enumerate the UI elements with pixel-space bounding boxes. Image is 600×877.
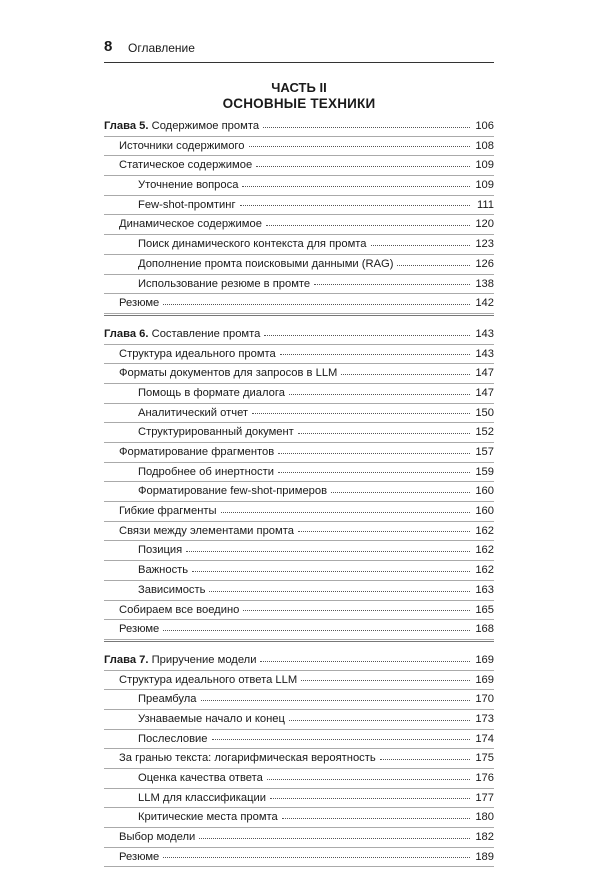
dot-leader [263,126,470,128]
page-ref: 174 [475,732,494,745]
entry-title: Аналитический отчет [138,406,249,419]
page-ref: 160 [475,505,494,518]
chapter-heading[interactable] [104,651,494,671]
page-ref: 109 [475,159,494,172]
toc-entry[interactable] [104,502,494,522]
toc-entry[interactable] [104,848,494,868]
dot-leader [163,629,470,631]
entry-title: Дополнение промта поисковыми данными (RAG) [138,257,394,270]
page-ref: 162 [475,544,494,557]
dot-leader [314,283,470,285]
header-title: Оглавление [128,41,195,55]
dot-leader [380,758,470,760]
page-ref: 176 [475,772,494,784]
toc-entry[interactable] [104,482,494,502]
toc-entry[interactable] [104,156,494,176]
entry-title: Форматы документов для запросов в LLM [119,367,338,380]
page-ref: 157 [475,446,494,458]
toc-entry[interactable] [104,541,494,561]
dot-leader [221,511,470,513]
page-ref: 169 [475,673,494,686]
entry-title: Форматирование few-shot-примеров [138,485,328,498]
dot-leader [266,224,470,226]
entry-title: Позиция [138,544,183,557]
page-ref: 159 [475,465,494,478]
entry-title: Важность [138,564,189,577]
dot-leader [301,679,470,681]
page-ref: 180 [475,811,494,824]
dot-leader [278,452,470,454]
chapter-label: Глава 5. [104,120,149,132]
entry-title: Few-shot-промтинг [138,198,236,211]
page-ref: 162 [475,564,494,577]
toc-entry[interactable] [104,176,494,196]
page-ref: 108 [475,139,494,152]
entry-title: Источники содержимого [119,139,245,152]
toc-entry[interactable] [104,463,494,483]
page-ref: 160 [475,485,494,498]
toc-entry[interactable] [104,196,494,216]
toc-entry[interactable] [104,601,494,621]
dot-leader [163,303,470,305]
dot-leader [199,837,470,839]
toc-entry[interactable] [104,345,494,365]
dot-leader [397,264,470,266]
dot-leader [282,817,470,819]
entry-title: Резюме [119,850,160,863]
page-ref: 170 [475,693,494,706]
chapter-title: Глава 7. Приручение модели [104,653,257,666]
dot-leader [212,738,471,740]
page-ref: 173 [475,712,494,725]
dot-leader [289,393,470,395]
part-title: ОСНОВНЫЕ ТЕХНИКИ [222,96,376,111]
dot-leader [278,471,470,473]
page-ref: 109 [475,179,494,192]
entry-title: Преамбула [138,693,197,706]
toc-entry[interactable] [104,710,494,730]
dot-leader [341,373,470,375]
toc-entry[interactable] [104,384,494,404]
toc-entry[interactable] [104,808,494,828]
toc-entry[interactable] [104,443,494,463]
entry-title: Помощь в формате диалога [138,386,285,399]
dot-leader [192,570,470,572]
toc-entry[interactable] [104,828,494,848]
dot-leader [264,334,470,336]
dot-leader [201,699,470,701]
dot-leader [256,165,470,167]
chapter-title: Глава 5. Содержимое промта [104,120,260,132]
page-ref: 111 [476,198,494,211]
entry-title: Узнаваемые начало и конец [138,712,285,725]
chapter-label: Глава 6. [104,327,149,340]
entry-title: LLM для классификации [138,791,267,804]
page-ref: 163 [475,583,494,596]
chapter-label: Глава 7. [104,653,149,666]
dot-leader [249,145,471,147]
toc-entry[interactable] [104,620,494,640]
toc-entry[interactable] [104,769,494,789]
entry-title: Подробнее об инертности [138,465,274,478]
page-ref: 123 [475,238,494,251]
chapter-block [104,117,494,316]
dot-leader [267,778,470,780]
toc-entry[interactable] [104,235,494,255]
running-header [104,38,494,63]
page-ref: 150 [475,406,494,419]
dot-leader [289,719,470,721]
entry-title: Оценка качества ответа [138,772,263,784]
chapter-heading[interactable] [104,325,494,345]
toc-entry[interactable] [104,275,494,295]
page-ref: 168 [475,623,494,636]
entry-title: Уточнение вопроса [138,179,239,192]
chapter-heading[interactable] [104,117,494,137]
entry-title: Использование резюме в промте [138,277,311,290]
part-number: ЧАСТЬ II [271,80,327,95]
chapter-block [104,325,494,642]
entry-title: Структурированный документ [138,426,294,439]
entry-title: Гибкие фрагменты [119,505,217,518]
entry-title: Резюме [119,623,160,636]
toc-entry[interactable] [104,255,494,275]
toc-entry[interactable] [104,581,494,601]
page-ref: 189 [475,850,494,863]
dot-leader [242,185,470,187]
entry-title: Форматирование фрагментов [119,446,275,458]
page-ref: 182 [475,831,494,844]
entry-title: За гранью текста: логарифмическая вероятность [119,752,376,765]
entry-title: Собираем все воедино [119,603,240,616]
page-ref: 177 [475,791,494,804]
page-ref: 142 [475,297,494,310]
dot-leader [252,412,470,414]
toc-entry[interactable] [104,364,494,384]
dot-leader [240,204,470,206]
dot-leader [186,550,470,552]
page-ref: 143 [475,347,494,360]
toc-entry[interactable] [104,671,494,691]
toc-entry[interactable] [104,730,494,750]
entry-title: Структура идеального промта [119,347,276,360]
toc-entry[interactable] [104,749,494,769]
chapter-title: Глава 6. Составление промта [104,327,261,340]
toc-entry[interactable] [104,404,494,424]
page-ref: 143 [475,327,494,340]
dot-leader [270,797,470,799]
entry-title: Поиск динамического контекста для промта [138,238,367,251]
page-ref: 147 [475,367,494,380]
page-ref: 106 [475,120,494,132]
toc-entry[interactable] [104,294,494,314]
page-ref: 120 [475,218,494,231]
page-ref: 138 [475,277,494,290]
chapter-block [104,651,494,869]
table-of-contents [104,117,494,877]
dot-leader [243,609,470,611]
dot-leader [371,244,471,246]
entry-title: Динамическое содержимое [119,218,262,231]
toc-entry[interactable] [104,690,494,710]
toc-entry[interactable] [104,137,494,157]
page-ref: 165 [475,603,494,616]
toc-entry[interactable] [104,789,494,809]
toc-entry[interactable] [104,561,494,581]
dot-leader [280,353,470,355]
toc-entry[interactable] [104,522,494,542]
toc-entry[interactable] [104,423,494,443]
entry-title: Статическое содержимое [119,159,253,172]
page-ref: 175 [475,752,494,765]
dot-leader [209,590,470,592]
page-ref: 169 [475,653,494,666]
entry-title: Послесловие [138,732,208,745]
toc-entry[interactable] [104,215,494,235]
page-ref: 147 [475,386,494,399]
dot-leader [298,530,470,532]
dot-leader [331,491,470,493]
entry-title: Резюме [119,297,160,310]
page-ref: 162 [475,524,494,537]
entry-title: Выбор модели [119,831,196,844]
page-ref: 152 [475,426,494,439]
entry-title: Зависимость [138,583,206,596]
page-number: 8 [104,38,113,55]
entry-title: Структура идеального ответа LLM [119,673,298,686]
dot-leader [163,856,470,858]
dot-leader [298,432,470,434]
entry-title: Критические места промта [138,811,278,824]
entry-title: Связи между элементами промта [119,524,294,537]
dot-leader [260,660,470,662]
page-ref: 126 [475,257,494,270]
